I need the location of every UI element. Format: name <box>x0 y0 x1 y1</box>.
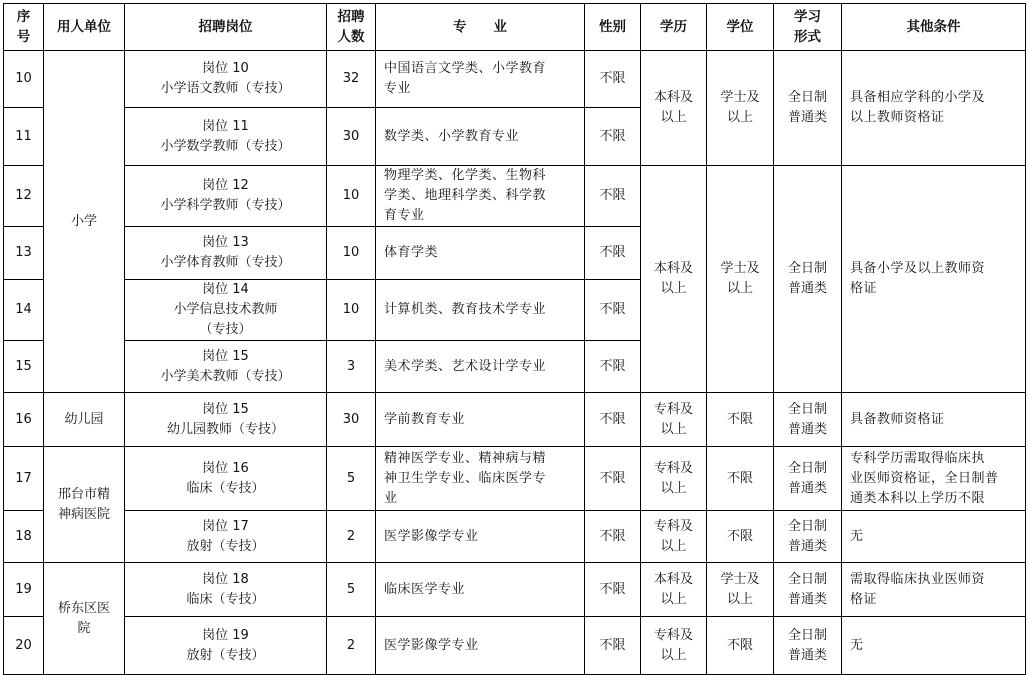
seq-cell: 11 <box>4 108 44 166</box>
cell-line: 学士及 <box>720 571 760 587</box>
cell-line: 普通类 <box>787 591 827 607</box>
cell-line: 以上 <box>660 421 687 437</box>
education-cell <box>641 563 707 617</box>
table-row <box>4 447 1026 511</box>
other-cell <box>842 617 1026 675</box>
position-cell <box>125 447 327 511</box>
education-cell <box>641 447 707 511</box>
other-cell <box>842 166 1026 393</box>
unit-cell: 小学 <box>44 51 125 393</box>
count-cell: 2 <box>327 617 376 675</box>
position-cell <box>125 51 327 108</box>
count-cell: 30 <box>327 108 376 166</box>
table-row <box>4 51 1026 108</box>
major-cell <box>376 166 585 227</box>
cell-line: 普通类 <box>787 110 827 125</box>
cell-line: 本科及 <box>653 261 693 276</box>
cell-line: 专科及 <box>653 627 693 643</box>
study-form-cell <box>774 51 842 166</box>
cell-line: 普通类 <box>787 480 827 496</box>
cell-line: 体育学类 <box>384 245 439 260</box>
position-cell <box>125 563 327 617</box>
cell-line: 全日制 <box>787 90 827 105</box>
cell-line: 业 <box>384 490 398 506</box>
cell-line: 小学数学教师（专技） <box>160 138 291 154</box>
cell-line: 专科学历需取得临床执 <box>850 450 986 466</box>
cell-line: 以上 <box>726 110 753 125</box>
unit-cell <box>44 447 125 563</box>
cell-line: 岗位 19 <box>202 627 249 643</box>
cell-line: 岗位 13 <box>202 235 249 250</box>
header-gender: 性别 <box>585 4 641 51</box>
header-degree: 学位 <box>707 4 774 51</box>
education-cell <box>641 393 707 447</box>
cell-line: 专科及 <box>653 460 693 476</box>
cell-line: 临床（专技） <box>186 480 265 496</box>
cell-line: 专科及 <box>653 401 693 417</box>
position-cell <box>125 617 327 675</box>
cell-line: 学士及 <box>720 90 760 105</box>
cell-line: 小学科学教师（专技） <box>160 198 291 213</box>
cell-line: 学士及 <box>720 261 760 276</box>
count-cell: 5 <box>327 563 376 617</box>
gender-cell: 不限 <box>585 511 641 563</box>
major-cell <box>376 227 585 280</box>
cell-line: 岗位 15 <box>202 401 249 417</box>
header-position: 招聘岗位 <box>125 4 327 51</box>
cell-line: 幼儿园教师（专技） <box>166 421 284 437</box>
cell-line: 本科及 <box>653 571 693 587</box>
cell-line: 岗位 11 <box>202 118 249 134</box>
other-cell <box>842 447 1026 511</box>
seq-cell: 19 <box>4 563 44 617</box>
cell-line: 岗位 10 <box>202 61 249 76</box>
gender-cell: 不限 <box>585 617 641 675</box>
header-major: 专 业 <box>376 4 585 51</box>
major-cell <box>376 511 585 563</box>
count-cell: 5 <box>327 447 376 511</box>
education-cell <box>641 617 707 675</box>
cell-line: 医学影像学专业 <box>384 637 479 653</box>
cell-line: 临床医学专业 <box>384 581 466 597</box>
cell-line: 无 <box>850 637 864 653</box>
cell-line: 普通类 <box>787 281 827 296</box>
header-row <box>4 4 1026 51</box>
cell-line: 邢台市精 <box>57 486 110 502</box>
cell-line: 业医师资格证，全日制普 <box>850 470 999 486</box>
gender-cell: 不限 <box>585 563 641 617</box>
other-cell <box>842 393 1026 447</box>
cell-line: 具备相应学科的小学及 <box>850 90 986 105</box>
study-form-cell <box>774 447 842 511</box>
cell-line: 院 <box>77 620 91 636</box>
gender-cell: 不限 <box>585 447 641 511</box>
cell-line: 小学体育教师（专技） <box>160 255 291 270</box>
table-row <box>4 563 1026 617</box>
major-cell <box>376 563 585 617</box>
cell-line: 小学语文教师（专技） <box>160 81 291 96</box>
other-cell <box>842 51 1026 166</box>
major-cell <box>376 51 585 108</box>
gender-cell: 不限 <box>585 280 641 341</box>
cell-line: 神卫生学专业、临床医学专 <box>384 470 547 486</box>
cell-line: 中国语言文学类、小学教育 <box>384 61 547 76</box>
major-cell <box>376 108 585 166</box>
cell-line: 本科及 <box>653 90 693 105</box>
other-cell <box>842 511 1026 563</box>
cell-line: 普通类 <box>787 538 827 554</box>
seq-cell: 16 <box>4 393 44 447</box>
cell-line: 全日制 <box>787 460 827 476</box>
gender-cell: 不限 <box>585 108 641 166</box>
cell-line: 全日制 <box>787 627 827 643</box>
degree-cell: 不限 <box>707 393 774 447</box>
position-cell <box>125 166 327 227</box>
count-cell: 32 <box>327 51 376 108</box>
cell-line: 岗位 16 <box>202 460 249 476</box>
major-cell <box>376 447 585 511</box>
position-cell <box>125 280 327 341</box>
cell-line: 以上 <box>660 281 687 296</box>
seq-cell: 13 <box>4 227 44 280</box>
seq-cell: 12 <box>4 166 44 227</box>
count-cell: 2 <box>327 511 376 563</box>
recruitment-table <box>3 3 1026 675</box>
count-cell: 10 <box>327 280 376 341</box>
education-cell <box>641 51 707 166</box>
table-row <box>4 511 1026 563</box>
major-cell <box>376 280 585 341</box>
header-seq: 序 号 <box>4 4 44 51</box>
cell-line: 以上 <box>726 591 753 607</box>
cell-line: 格证 <box>850 281 878 296</box>
cell-line: 格证 <box>850 591 878 607</box>
count-cell: 10 <box>327 166 376 227</box>
cell-line: 岗位 17 <box>202 518 249 534</box>
seq-cell: 10 <box>4 51 44 108</box>
major-cell <box>376 341 585 393</box>
cell-line: 全日制 <box>787 571 827 587</box>
cell-line: 无 <box>850 528 864 544</box>
position-cell <box>125 511 327 563</box>
cell-line: 通类本科以上学历不限 <box>850 490 986 506</box>
seq-cell: 17 <box>4 447 44 511</box>
unit-cell: 幼儿园 <box>44 393 125 447</box>
cell-line: 临床（专技） <box>186 591 265 607</box>
gender-cell: 不限 <box>585 227 641 280</box>
cell-line: 岗位 14 <box>202 282 249 297</box>
gender-cell: 不限 <box>585 393 641 447</box>
cell-line: 普通类 <box>787 421 827 437</box>
major-cell <box>376 393 585 447</box>
cell-line: 专业 <box>384 81 412 96</box>
cell-line: 普通类 <box>787 647 827 663</box>
seq-cell: 15 <box>4 341 44 393</box>
cell-line: 具备小学及以上教师资 <box>850 261 986 276</box>
cell-line: 以上 <box>660 647 687 663</box>
education-cell <box>641 166 707 393</box>
cell-line: 学类、地理科学类、科学教 <box>384 188 547 203</box>
cell-line: 岗位 12 <box>202 178 249 193</box>
header-other: 其他条件 <box>842 4 1026 51</box>
degree-cell: 不限 <box>707 511 774 563</box>
count-cell: 30 <box>327 393 376 447</box>
study-form-cell <box>774 393 842 447</box>
other-cell <box>842 563 1026 617</box>
study-form-cell <box>774 617 842 675</box>
cell-line: 小学信息技术教师 <box>173 302 278 317</box>
header-study-form: 学习 形式 <box>774 4 842 51</box>
study-form-cell <box>774 563 842 617</box>
cell-line: 学前教育专业 <box>384 411 466 427</box>
cell-line: 精神医学专业、精神病与精 <box>384 450 547 466</box>
cell-line: 桥东区医 <box>57 600 110 616</box>
cell-line: 以上 <box>660 480 687 496</box>
table-row <box>4 166 1026 227</box>
cell-line: 物理学类、化学类、生物科 <box>384 168 547 183</box>
cell-line: 神病医院 <box>57 506 110 522</box>
cell-line: 以上 <box>726 281 753 296</box>
seq-cell: 20 <box>4 617 44 675</box>
position-cell <box>125 108 327 166</box>
cell-line: 专科及 <box>653 518 693 534</box>
cell-line: 计算机类、教育技术学专业 <box>384 302 547 317</box>
cell-line: 需取得临床执业医师资 <box>850 571 986 587</box>
cell-line: 放射（专技） <box>186 647 265 663</box>
cell-line: 放射（专技） <box>186 538 265 554</box>
cell-line: 以上教师资格证 <box>850 110 945 125</box>
gender-cell: 不限 <box>585 166 641 227</box>
position-cell <box>125 341 327 393</box>
degree-cell: 不限 <box>707 447 774 511</box>
cell-line: 美术学类、艺术设计学专业 <box>384 358 547 374</box>
cell-line: 小学美术教师（专技） <box>160 368 291 384</box>
unit-cell <box>44 563 125 675</box>
count-cell: 10 <box>327 227 376 280</box>
cell-line: 具备教师资格证 <box>850 411 945 427</box>
major-cell <box>376 617 585 675</box>
study-form-cell <box>774 166 842 393</box>
cell-line: 以上 <box>660 110 687 125</box>
cell-line: 医学影像学专业 <box>384 528 479 544</box>
degree-cell <box>707 51 774 166</box>
cell-line: （专技） <box>199 322 252 337</box>
cell-line: 岗位 15 <box>202 348 249 364</box>
degree-cell <box>707 166 774 393</box>
cell-line: 全日制 <box>787 401 827 417</box>
position-cell <box>125 227 327 280</box>
cell-line: 以上 <box>660 538 687 554</box>
cell-line: 以上 <box>660 591 687 607</box>
degree-cell: 不限 <box>707 617 774 675</box>
study-form-cell <box>774 511 842 563</box>
seq-cell: 18 <box>4 511 44 563</box>
gender-cell: 不限 <box>585 341 641 393</box>
table-row <box>4 393 1026 447</box>
cell-line: 数学类、小学教育专业 <box>384 128 520 144</box>
gender-cell: 不限 <box>585 51 641 108</box>
cell-line: 岗位 18 <box>202 571 249 587</box>
cell-line: 育专业 <box>384 208 425 223</box>
header-education: 学历 <box>641 4 707 51</box>
education-cell <box>641 511 707 563</box>
degree-cell <box>707 563 774 617</box>
header-count: 招聘 人数 <box>327 4 376 51</box>
table-row <box>4 617 1026 675</box>
count-cell: 3 <box>327 341 376 393</box>
cell-line: 全日制 <box>787 261 827 276</box>
header-unit: 用人单位 <box>44 4 125 51</box>
position-cell <box>125 393 327 447</box>
seq-cell: 14 <box>4 280 44 341</box>
cell-line: 全日制 <box>787 518 827 534</box>
